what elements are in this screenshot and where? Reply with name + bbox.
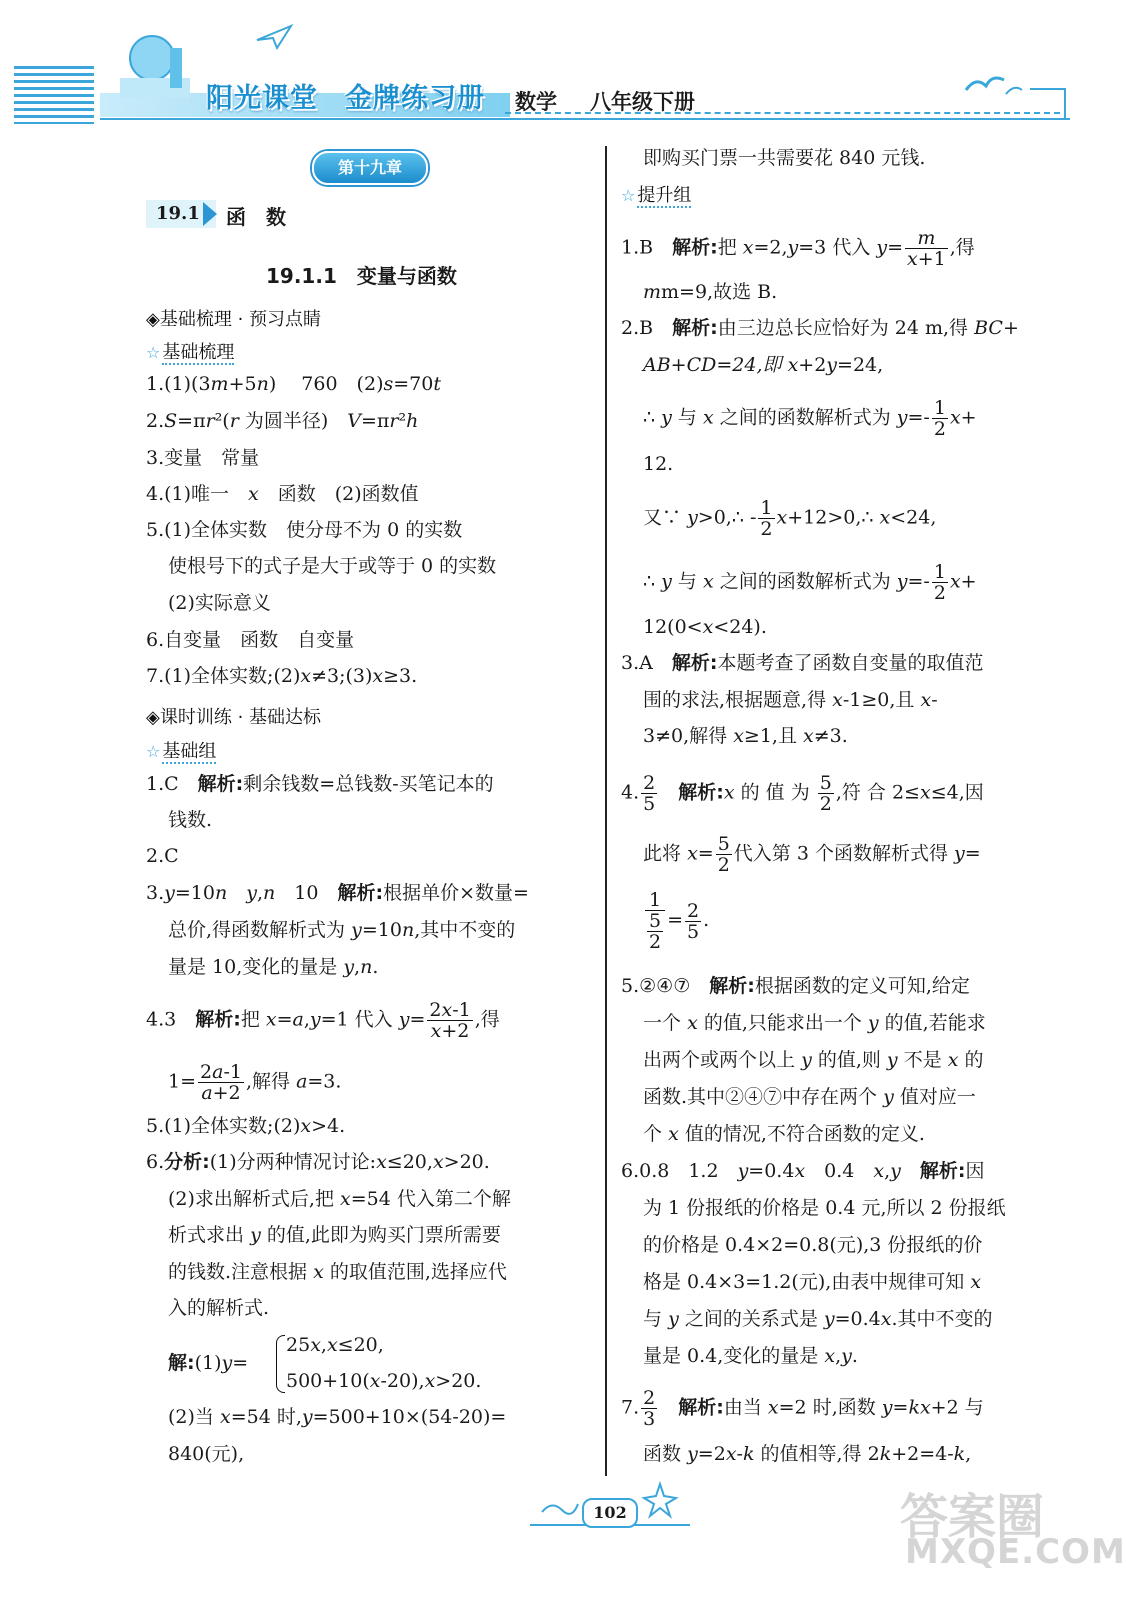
- answer-line: 1.C 解析:剩余钱数=总钱数-买笔记本的: [146, 773, 494, 795]
- answer-line: $\frac{1}{\frac{5}{2}}$ = $\frac{2}{5}$ .: [643, 890, 709, 952]
- answer-line: 12.: [643, 453, 674, 475]
- column-divider: [605, 146, 607, 1476]
- star-icon: ☆: [146, 343, 161, 362]
- watermark-logo: 答案圈: [900, 1489, 1045, 1545]
- tag-basic-group: ☆ 基础组: [146, 741, 217, 762]
- answer-line: 4.(1)唯一 x 函数 (2)函数值: [146, 483, 419, 505]
- answer-line: 7.(1)全体实数;(2)x≠3;(3)x≥3.: [146, 665, 418, 687]
- fraction: $\frac{2}{5}$: [643, 772, 656, 815]
- fraction: $\frac{2}{3}$: [643, 1387, 656, 1430]
- answer-line: 1= $\frac{2a-1}{a+2}$ ,解得 a=3.: [168, 1061, 342, 1104]
- answer-line: 又∵ y>0,∴ - $\frac{1}{2}$ x+12>0,∴ x<24,: [643, 497, 937, 540]
- fraction: $\frac{2}{5}$: [687, 899, 700, 943]
- section-title: 函 数: [226, 205, 286, 229]
- answer-line: 总价,得函数解析式为 y=10n,其中不变的: [168, 919, 516, 941]
- star-icon: ☆: [621, 186, 636, 205]
- chapter-badge: 第十九章: [312, 151, 428, 185]
- answer-line: 与 y 之间的关系式是 y=0.4x.其中不变的: [643, 1308, 993, 1330]
- grade-label: 八年级下册: [590, 90, 695, 114]
- answer-line: 5.(1)全体实数;(2)x>4.: [146, 1115, 346, 1137]
- answer-line: 量是 0.4,变化的量是 x,y.: [643, 1345, 858, 1367]
- answer-line: ∴ y 与 x 之间的函数解析式为 y=- $\frac{1}{2}$ x+: [643, 397, 977, 440]
- answer-line: (2)实际意义: [168, 592, 271, 614]
- header-stripes: [14, 66, 94, 124]
- page-number: 102: [582, 1498, 638, 1528]
- answer-line: 的钱数.注意根据 x 的取值范围,选择应代: [168, 1261, 507, 1283]
- answer-line: 3≠0,解得 x≥1,且 x≠3.: [643, 725, 848, 747]
- page-header: [0, 0, 1095, 135]
- answer-line: 3.y=10n y,n 10 解析:根据单价×数量=: [146, 882, 529, 904]
- answer-line: 出两个或两个以上 y 的值,则 y 不是 x 的: [643, 1049, 984, 1071]
- answer-line: mm=9,故选 B.: [643, 281, 778, 303]
- answer-line: 4.3 解析:把 x=a,y=1 代入 y= $\frac{2x-1}{x+2}$ ,得: [146, 999, 500, 1042]
- answer-line: 12(0<x<24).: [643, 616, 767, 638]
- fraction: $\frac{1}{2}$: [760, 497, 773, 540]
- answer-line: 1.(1)(3m+5n) 760 (2)s=70t: [146, 373, 441, 395]
- answer-line: 840(元),: [168, 1443, 245, 1465]
- answer-line: 函数 y=2x-k 的值相等,得 2k+2=4-k,: [643, 1443, 972, 1465]
- header-corner: [1030, 88, 1066, 118]
- watermark-url: MXQE.COM: [905, 1532, 1126, 1572]
- header-dashed-rule: [505, 112, 1060, 114]
- answer-line: 3.变量 常量: [146, 447, 260, 469]
- diamond-icon: ◈: [146, 707, 160, 728]
- diamond-icon: ◈: [146, 309, 160, 330]
- answer-line: 5.②④⑦ 解析:根据函数的定义可知,给定: [621, 975, 970, 997]
- fraction: $\frac{1}{\frac{5}{2}}$: [645, 890, 665, 952]
- answer-line: 钱数.: [168, 809, 213, 831]
- header-globe-illustration: [110, 28, 200, 98]
- answer-line: 2.C: [146, 845, 179, 867]
- tag-basics: ☆ 基础梳理: [146, 342, 235, 363]
- section-arrow-icon: [203, 202, 217, 226]
- answer-line: 此将 x= $\frac{5}{2}$ 代入第 3 个函数解析式得 y=: [643, 833, 981, 876]
- tag-advanced-group: ☆ 提升组: [621, 185, 692, 206]
- fraction: $\frac{1}{2}$: [933, 397, 946, 440]
- answer-line: 函数.其中②④⑦中存在两个 y 值对应一: [643, 1086, 976, 1108]
- answer-line: 围的求法,根据题意,得 x-1≥0,且 x-: [643, 689, 938, 711]
- answer-line: 6.分析:(1)分两种情况讨论:x≤20,x>20.: [146, 1151, 490, 1173]
- footer-flourish-icon: [540, 1490, 580, 1520]
- answer-line: 即购买门票一共需要花 840 元钱.: [643, 147, 926, 169]
- star-icon: ☆: [146, 742, 161, 761]
- answer-line: 3.A 解析:本题考查了函数自变量的取值范: [621, 652, 984, 674]
- answer-line: 6.自变量 函数 自变量: [146, 629, 355, 651]
- brand-title-2: 金牌练习册: [345, 83, 485, 114]
- answer-line: 一个 x 的值,只能求出一个 y 的值,若能求: [643, 1012, 986, 1034]
- answer-line: 为 1 份报纸的价格是 0.4 元,所以 2 份报纸: [643, 1197, 1006, 1219]
- answer-line: 量是 10,变化的量是 y,n.: [168, 956, 379, 978]
- answer-line: 入的解析式.: [168, 1297, 270, 1319]
- answer-line: (2)求出解析式后,把 x=54 代入第二个解: [168, 1188, 511, 1210]
- footer-star-icon: [640, 1480, 680, 1520]
- answer-line: 析式求出 y 的值,此即为购买门票所需要: [168, 1224, 501, 1246]
- answer-line: ∴ y 与 x 之间的函数解析式为 y=- $\frac{1}{2}$ x+: [643, 561, 977, 604]
- subject-label: 数学: [515, 90, 557, 114]
- fraction: $\frac{5}{2}$: [819, 772, 832, 815]
- header-rule: [100, 118, 1070, 120]
- fraction: $\frac{m}{x+1}$: [907, 227, 946, 270]
- answer-line: (2)当 x=54 时,y=500+10×(54-20)=: [168, 1406, 507, 1428]
- answer-line: 2.B 解析:由三边总长应恰好为 24 m,得 BC+: [621, 317, 1019, 339]
- answer-line: 2.S=πr²(r 为圆半径) V=πr²h: [146, 410, 419, 432]
- answer-line: 1.B 解析:把 x=2,y=3 代入 y= $\frac{m}{x+1}$ ,得: [621, 227, 975, 270]
- section-number: 19.1: [146, 200, 216, 228]
- answer-line: 500+10(x-20),x>20.: [286, 1370, 482, 1392]
- paper-plane-icon: [255, 22, 295, 52]
- fraction: $\frac{5}{2}$: [717, 833, 730, 876]
- birds-icon: [962, 70, 1032, 100]
- answer-line: 格是 0.4×3=1.2(元),由表中规律可知 x: [643, 1271, 982, 1293]
- tag-practice: ◈课时训练 · 基础达标: [146, 707, 322, 728]
- tag-basics-preview: ◈基础梳理 · 预习点睛: [146, 309, 322, 330]
- fraction: $\frac{2x-1}{x+2}$: [429, 999, 471, 1042]
- piecewise-brace: [276, 1335, 285, 1393]
- answer-line: 使根号下的式子是大于或等于 0 的实数: [168, 555, 497, 577]
- answer-line: 个 x 值的情况,不符合函数的定义.: [643, 1123, 925, 1145]
- fraction: $\frac{1}{2}$: [933, 561, 946, 604]
- answer-line: 5.(1)全体实数 使分母不为 0 的实数: [146, 519, 463, 541]
- fraction: $\frac{2a-1}{a+2}$: [200, 1061, 242, 1104]
- answer-line: 4. $\frac{2}{5}$ 解析:x 的 值 为 $\frac{5}{2}$ ,符 合 2≤x≤4,因: [621, 772, 984, 815]
- answer-line: 7. $\frac{2}{3}$ 解析:由当 x=2 时,函数 y=kx+2 与: [621, 1387, 984, 1430]
- subsection-title: 19.1.1 变量与函数: [266, 264, 457, 288]
- answer-line: 25x,x≤20,: [286, 1334, 384, 1356]
- answer-line: 解:(1)y=: [168, 1352, 249, 1374]
- answer-line: 6.0.8 1.2 y=0.4x 0.4 x,y 解析:因: [621, 1160, 985, 1182]
- brand-title-1: 阳光课堂: [206, 83, 318, 114]
- answer-line: AB+CD=24,即 x+2y=24,: [643, 354, 884, 376]
- answer-line: 的价格是 0.4×2=0.8(元),3 份报纸的价: [643, 1234, 983, 1256]
